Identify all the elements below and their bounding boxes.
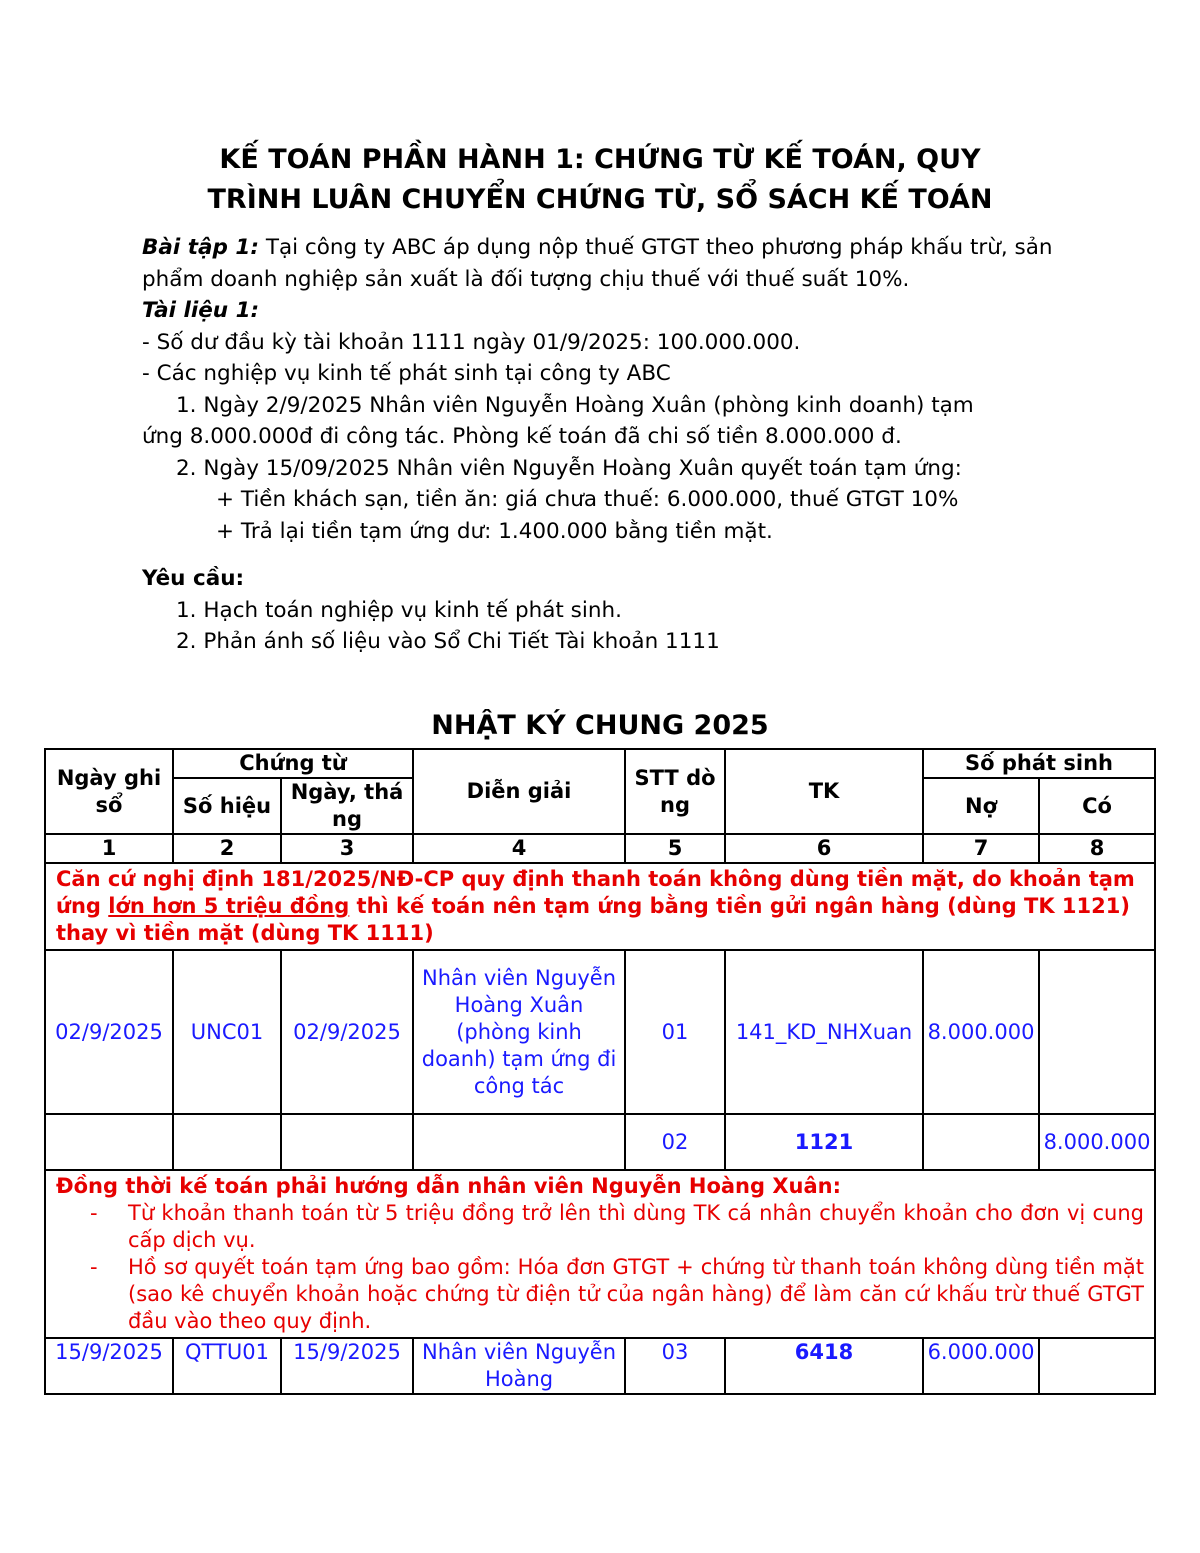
- col-number: 2: [173, 834, 281, 863]
- header-credit: Có: [1039, 778, 1155, 834]
- cell-description: Nhân viên Nguyễn Hoàng Xuân (phòng kinh doanh) tạm ứng đi công tác: [413, 950, 625, 1114]
- cell-debit: 6.000.000: [923, 1338, 1039, 1394]
- operation-2-a: + Tiền khách sạn, tiền ăn: giá chưa thuế: 6.000.000, thuế GTGT 10%: [216, 487, 959, 512]
- operation-1: 1. Ngày 2/9/2025 Nhân viên Nguyễn Hoàng Xuân (phòng kinh doanh) tạm: [176, 392, 974, 418]
- header-amount: Số phát sinh: [923, 749, 1155, 778]
- header-debit: Nợ: [923, 778, 1039, 834]
- cell-voucher-date: [281, 1114, 413, 1170]
- col-number: 5: [625, 834, 725, 863]
- col-number: 4: [413, 834, 625, 863]
- cell-voucher-date: 15/9/2025: [281, 1338, 413, 1394]
- col-number: 8: [1039, 834, 1155, 863]
- guidance-list: [56, 1200, 1144, 1335]
- cell-voucher-date: 02/9/2025: [281, 950, 413, 1114]
- column-number-row: [45, 834, 1155, 863]
- cell-description: Nhân viên Nguyễn Hoàng: [413, 1338, 625, 1394]
- cell-account: 1121: [725, 1114, 923, 1170]
- cell-debit: 8.000.000: [923, 950, 1039, 1114]
- note-row-1: [45, 863, 1155, 950]
- legal-note-text-end: thì kế toán nên tạm ứng bằng tiền gửi ngân hàng (dùng TK 1121) thay vì tiền mặt (dùng TK 1111): [56, 894, 1130, 945]
- table-row: [45, 950, 1155, 1114]
- operation-2: 2. Ngày 15/09/2025 Nhân viên Nguyễn Hoàng Xuân quyết toán tạm ứng:: [176, 455, 962, 481]
- operation-1-cont: ứng 8.000.000đ đi công tác. Phòng kế toán đã chi số tiền 8.000.000 đ.: [142, 424, 902, 449]
- employee-guidance-note: [45, 1170, 1155, 1338]
- general-journal-table: [44, 748, 1156, 1395]
- cell-credit: [1039, 950, 1155, 1114]
- header-voucher-date: Ngày, tháng: [281, 778, 413, 834]
- requirement-1: 1. Hạch toán nghiệp vụ kinh tế phát sinh.: [176, 597, 622, 623]
- cell-credit: 8.000.000: [1039, 1114, 1155, 1170]
- exercise-text: Tại công ty ABC áp dụng nộp thuế GTGT theo phương pháp khấu trừ, sản phẩm doanh nghiệp sản xuất là đối tượng chịu thuế với thuế suất 10%.: [142, 235, 1053, 292]
- header-date-recorded: Ngày ghi sổ: [45, 749, 173, 834]
- cell-account: 141_KD_NHXuan: [725, 950, 923, 1114]
- header-voucher-no: Số hiệu: [173, 778, 281, 834]
- cell-voucher-no: [173, 1114, 281, 1170]
- cell-debit: [923, 1114, 1039, 1170]
- table-row: [45, 1114, 1155, 1170]
- cell-account: 6418: [725, 1338, 923, 1394]
- material-line-2: - Các nghiệp vụ kinh tế phát sinh tại công ty ABC: [142, 361, 671, 386]
- guidance-heading: Đồng thời kế toán phải hướng dẫn nhân viên Nguyễn Hoàng Xuân:: [56, 1174, 842, 1198]
- header-line-no: STT dòng: [625, 749, 725, 834]
- cell-voucher-no: QTTU01: [173, 1338, 281, 1394]
- exercise-body: [142, 232, 1062, 658]
- col-number: 7: [923, 834, 1039, 863]
- col-number: 3: [281, 834, 413, 863]
- header-voucher: Chứng từ: [173, 749, 413, 778]
- operation-2-b: + Trả lại tiền tạm ứng dư: 1.400.000 bằng tiền mặt.: [216, 518, 773, 544]
- exercise-label: Bài tập 1:: [142, 235, 259, 260]
- material-label: Tài liệu 1:: [142, 298, 260, 323]
- cell-date: 15/9/2025: [45, 1338, 173, 1394]
- cell-line-no: 02: [625, 1114, 725, 1170]
- cell-description: [413, 1114, 625, 1170]
- col-number: 6: [725, 834, 923, 863]
- title-line-2: TRÌNH LUÂN CHUYỂN CHỨNG TỪ, SỔ SÁCH KẾ TOÁN: [207, 184, 993, 215]
- header-account: TK: [725, 749, 923, 834]
- header-description: Diễn giải: [413, 749, 625, 834]
- table-row: [45, 1338, 1155, 1394]
- cell-line-no: 03: [625, 1338, 725, 1394]
- page-title: [60, 140, 1140, 220]
- legal-note: [45, 863, 1155, 950]
- legal-note-underlined: lớn hơn 5 triệu đồng: [108, 894, 350, 918]
- journal-title: NHẬT KÝ CHUNG 2025: [431, 710, 769, 741]
- cell-credit: [1039, 1338, 1155, 1394]
- requirement-2: 2. Phản ánh số liệu vào Sổ Chi Tiết Tài khoản 1111: [176, 629, 720, 654]
- requirements-label: Yêu cầu:: [142, 566, 245, 591]
- exercise-paragraph: [142, 232, 1062, 295]
- legal-note-text: Căn cứ nghị định 181/2025/NĐ-CP quy định thanh toán không dùng tiền mặt, do khoản tạm ứng: [56, 867, 1135, 918]
- guidance-item: - Từ khoản thanh toán từ 5 triệu đồng trở lên thì dùng TK cá nhân chuyển khoản cho đơn vị cung cấp dịch vụ.: [56, 1200, 1144, 1254]
- cell-date: 02/9/2025: [45, 950, 173, 1114]
- spacer: [142, 547, 1062, 563]
- title-line-1: KẾ TOÁN PHẦN HÀNH 1: CHỨNG TỪ KẾ TOÁN, QUY: [219, 144, 981, 175]
- cell-line-no: 01: [625, 950, 725, 1114]
- material-line-1: - Số dư đầu kỳ tài khoản 1111 ngày 01/9/2025: 100.000.000.: [142, 329, 801, 355]
- cell-date: [45, 1114, 173, 1170]
- cell-voucher-no: UNC01: [173, 950, 281, 1114]
- col-number: 1: [45, 834, 173, 863]
- guidance-item: - Hồ sơ quyết toán tạm ứng bao gồm: Hóa đơn GTGT + chứng từ thanh toán không dùng tiền mặt (sao kê chuyển khoản hoặc chứng từ điện tử của ngân hàng) để làm căn cứ khấu trừ thuế GTGT đầu vào theo quy định.: [56, 1254, 1144, 1335]
- note-row-2: [45, 1170, 1155, 1338]
